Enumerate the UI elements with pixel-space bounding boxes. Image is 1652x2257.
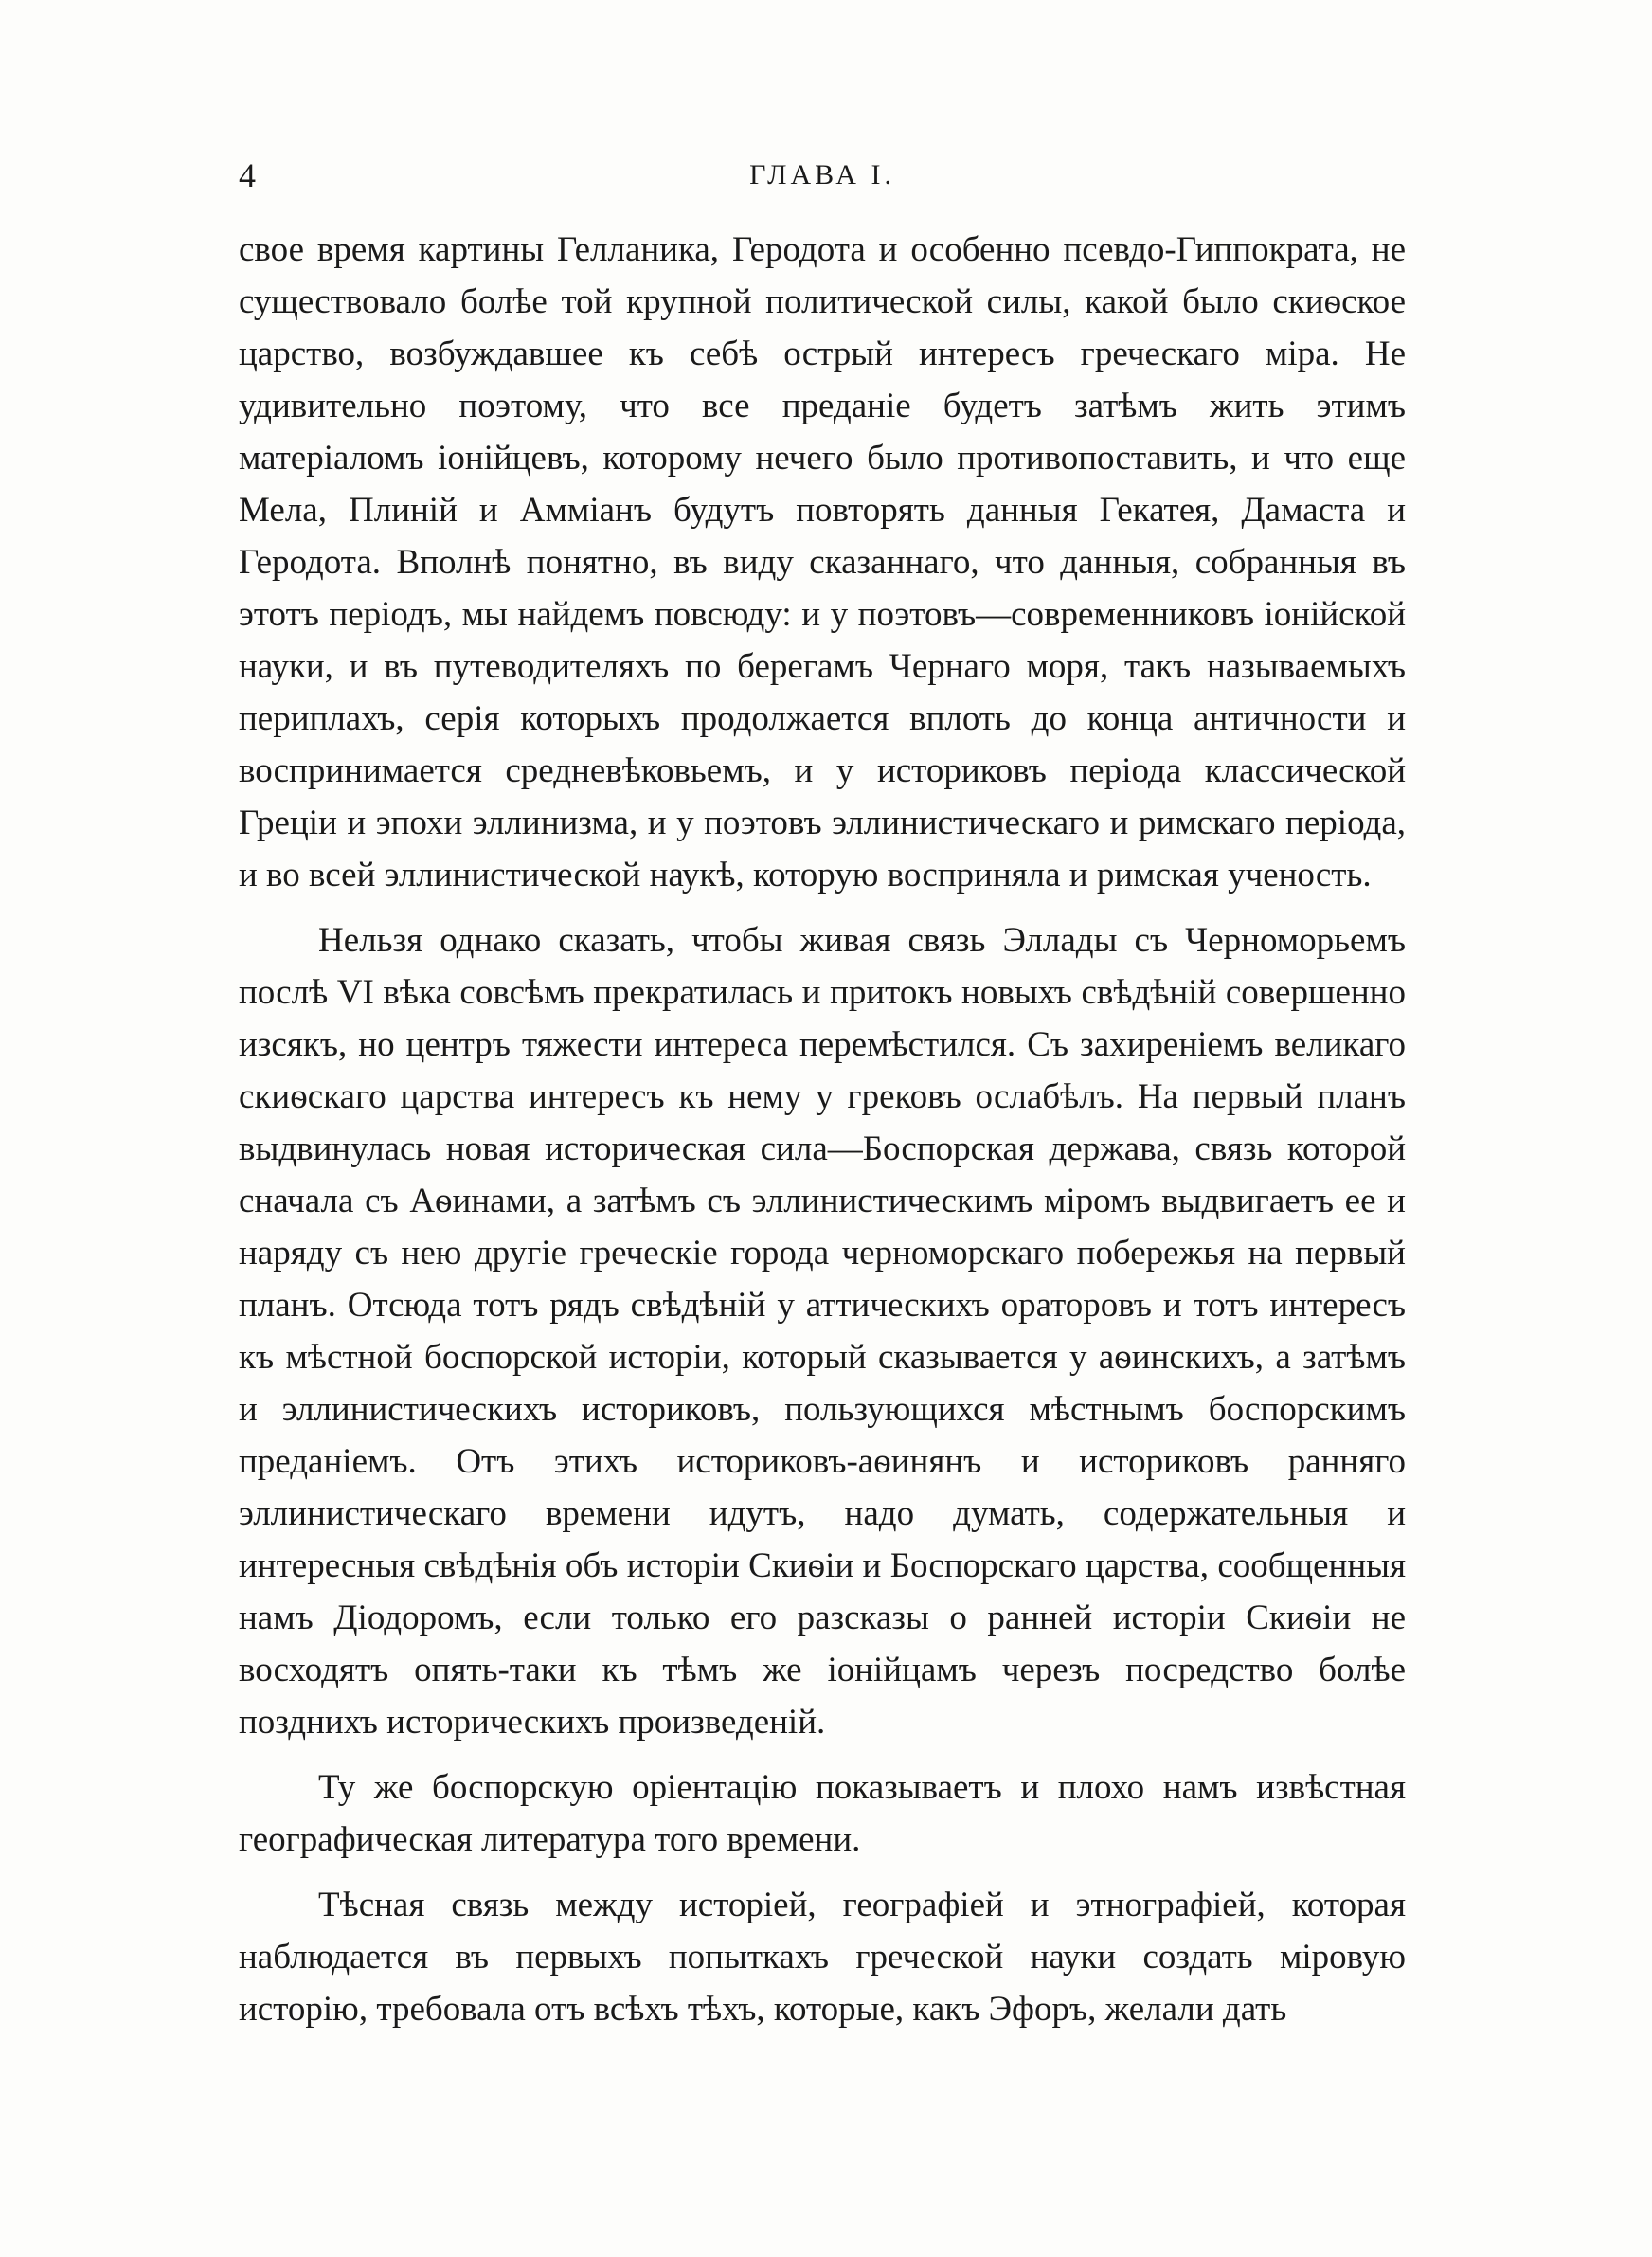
chapter-title: ГЛАВА I. bbox=[749, 159, 895, 190]
paragraph-4: Тѣсная связь между исторіей, географіей и этнографіей, которая наблюдается въ первыхъ попыткахъ греческой науки создать міровую исторію, требовала отъ всѣхъ тѣхъ, которые, какъ Эфоръ, желали дать bbox=[239, 1886, 1406, 2029]
paragraph-3: Ту же боспорскую оріентацію показываетъ и плохо намъ извѣстная географическая литература того времени. bbox=[239, 1768, 1406, 1859]
page-number: 4 bbox=[239, 156, 256, 194]
body-text bbox=[239, 224, 1406, 2049]
paragraph-2: Нельзя однако сказать, чтобы живая связь Эллады съ Черноморьемъ послѣ VI вѣка совсѣмъ прекратилась и притокъ новыхъ свѣдѣній совершенно изсякъ, но центръ тяжести интереса перемѣстился. Съ захиреніемъ великаго скиѳскаго царства интересъ къ нему у грековъ ослабѣлъ. На первый планъ выдвинулась новая историческая сила—Боспорская держава, связь которой сначала съ Аѳинами, а затѣмъ съ эллинистическимъ міромъ выдвигаетъ ее и наряду съ нею другіе греческіе города черноморскаго побережья на первый планъ. Отсюда тотъ рядъ свѣдѣній у аттическихъ ораторовъ и тотъ интересъ къ мѣстной боспорской исторіи, который сказывается у аѳинскихъ, а затѣмъ и эллинистическихъ историковъ, пользующихся мѣстнымъ боспорскимъ преданіемъ. Отъ этихъ историковъ-аѳинянъ и историковъ ранняго эллинистическаго времени идутъ, надо думать, содержательныя и интересныя свѣдѣнія объ исторіи Скиѳіи и Боспорскаго царства, сообщенныя намъ Діодоромъ, если только его разсказы о ранней исторіи Скиѳіи не восходятъ опять-таки къ тѣмъ же іонійцамъ черезъ посредство болѣе позднихъ историческихъ произведеній. bbox=[239, 921, 1406, 1742]
running-head bbox=[239, 152, 1406, 199]
paragraph-1: свое время картины Гелланика, Геродота и особенно псевдо-Гиппократа, не существовало болѣе той крупной политической силы, какой было скиѳское царство, возбуждавшее къ себѣ острый интересъ греческаго міра. Не удивительно поэтому, что все преданіе будетъ затѣмъ жить этимъ матеріаломъ іонійцевъ, которому нечего было противопоставить, и что еще Мела, Плиній и Аммiанъ будутъ повторять данныя Гекатея, Дамаста и Геродота. Вполнѣ понятно, въ виду сказаннаго, что данныя, собранныя въ этотъ періодъ, мы найдемъ повсюду: и у поэтовъ—современниковъ іонійской науки, и въ путеводителяхъ по берегамъ Чернаго моря, такъ называемыхъ периплахъ, серія которыхъ продолжается вплоть до конца античности и воспринимается средневѣковьемъ, и у историковъ періода классической Греціи и эпохи эллинизма, и у поэтовъ эллинистическаго и римскаго періода, и во всей эллинистической наукѣ, которую восприняла и римская ученость. bbox=[239, 230, 1406, 894]
